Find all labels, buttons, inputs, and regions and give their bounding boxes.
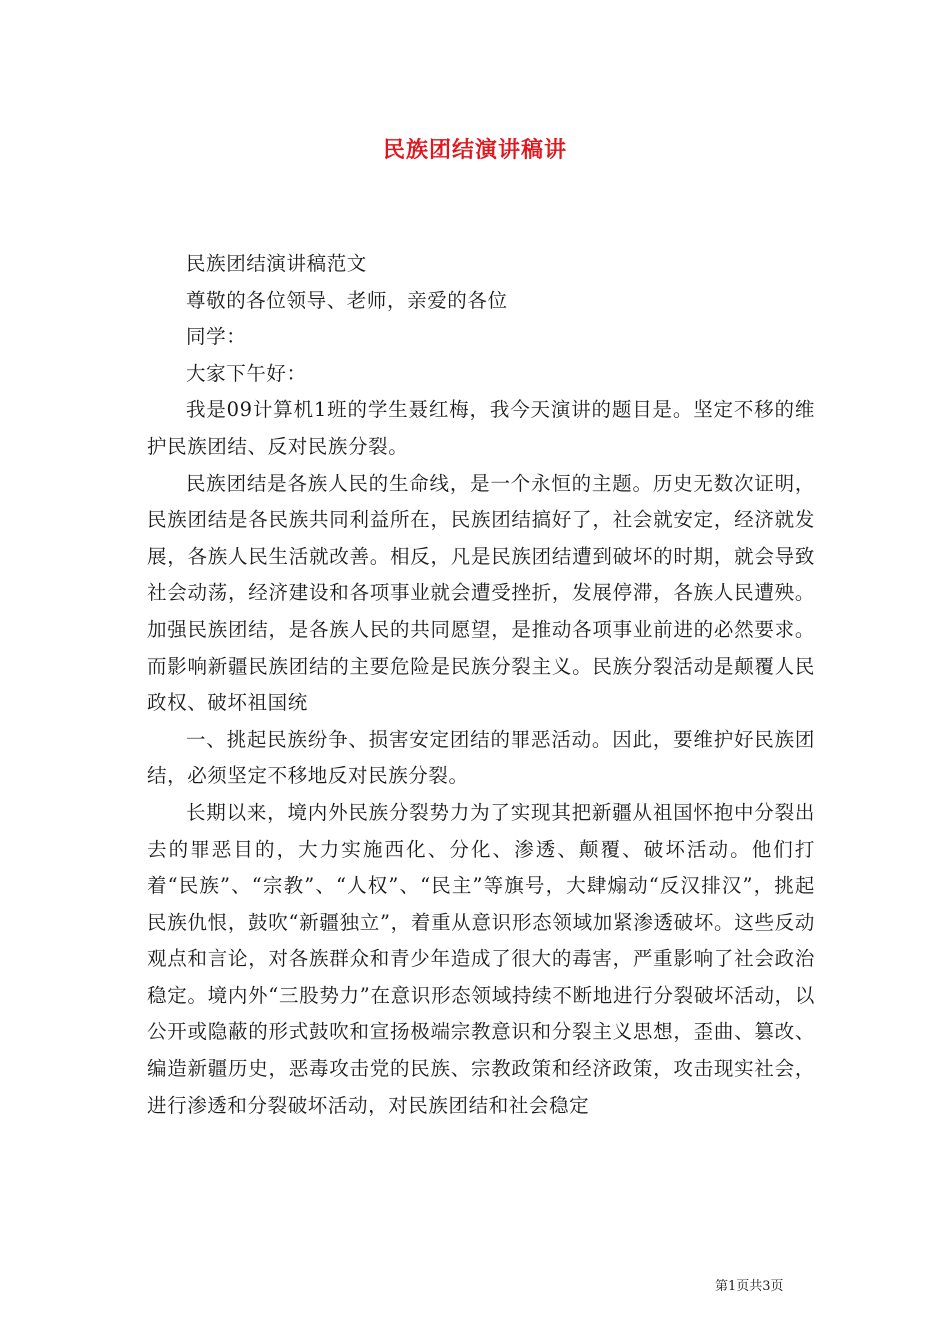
paragraph-subtitle: 民族团结演讲稿范文 bbox=[186, 252, 367, 275]
document-title: 民族团结演讲稿讲 bbox=[382, 137, 567, 163]
paragraph-salutation: 尊敬的各位领导、老师，亲爱的各位 bbox=[186, 288, 508, 312]
paragraph-greeting: 大家下午好： bbox=[186, 361, 307, 385]
document-body bbox=[147, 246, 815, 1124]
paragraph-body: 民族团结是各族人民的生命线，是一个永恒的主题。历史无数次证明，民族团结是各民族共同利益所在，民族团结搞好了，社会就安定，经济就发展，各族人民生活就改善。相反，凡是民族团结遭到破坏的时期，就会导致社会动荡，经济建设和各项事业就会遭受挫折，发展停滞，各族人民遭殃。加强民族团结，是各族人民的共同愿望，是推动各项事业前进的必然要求。而影响新疆民族团结的主要危险是民族分裂主义。民族分裂活动是颠覆人民政权、破坏祖国统 bbox=[147, 471, 815, 715]
paragraph-intro: 我是09计算机1班的学生聂红梅，我今天演讲的题目是。坚定不移的维护民族团结、反对民族分裂。 bbox=[147, 398, 815, 458]
paragraph-salutation-cont: 同学： bbox=[186, 325, 247, 349]
paragraph-body: 长期以来，境内外民族分裂势力为了实现其把新疆从祖国怀抱中分裂出去的罪恶目的，大力实施西化、分化、渗透、颠覆、破坏活动。他们打着“民族”、“宗教”、“人权”、“民主”等旗号，大肆煽动“反汉排汉”，挑起民族仇恨，鼓吹“新疆独立”，着重从意识形态领域加紧渗透破坏。这些反动观点和言论，对各族群众和青少年造成了很大的毒害，严重影响了社会政治稳定。境内外“三股势力”在意识形态领域持续不断地进行分裂破坏活动，以公开或隐蔽的形式鼓吹和宣扬极端宗教意识和分裂主义思想，歪曲、篡改、编造新疆历史，恶毒攻击党的民族、宗教政策和经济政策，攻击现实社会，进行渗透和分裂破坏活动，对民族团结和社会稳定 bbox=[147, 800, 815, 1117]
page-number-footer: 第1页共3页 bbox=[715, 1279, 784, 1294]
paragraph-body: 一、挑起民族纷争、损害安定团结的罪恶活动。因此，要维护好民族团结，必须坚定不移地反对民族分裂。 bbox=[147, 727, 815, 788]
